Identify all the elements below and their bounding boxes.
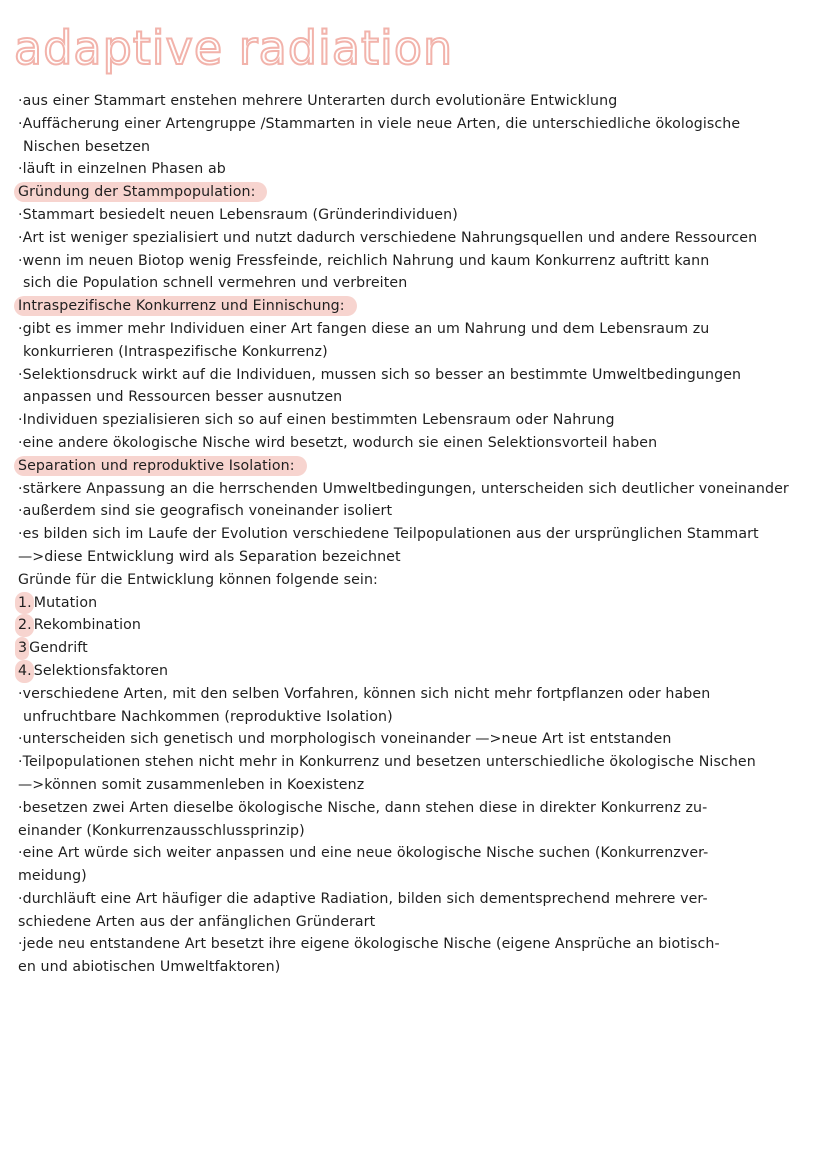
reason-text: Selektionsfaktoren [33, 662, 169, 679]
section3-after-line: einander (Konkurrenzausschlussprinzip) [18, 822, 305, 839]
reason-number: 1. [15, 592, 34, 615]
section3-line: ·stärkere Anpassung an die herrschenden Umweltbedingungen, unterscheiden sich deutlicher voneinander [18, 480, 789, 497]
section3-after-line: ·verschiedene Arten, mit den selben Vorfahren, können sich nicht mehr fortpflanzen oder haben [18, 685, 711, 702]
section3-after-line: schiedene Arten aus der anfänglichen Gründerart [18, 913, 376, 930]
section3-after-line: ·unterscheiden sich genetisch und morphologisch voneinander —>neue Art ist entstanden [18, 731, 672, 748]
section3-after-line: unfruchtbare Nachkommen (reproduktive Isolation) [23, 708, 393, 725]
reason-number: 2. [15, 614, 34, 637]
section3-line: —>diese Entwicklung wird als Separation bezeichnet [18, 548, 401, 565]
section-heading-separation: Separation und reproduktive Isolation: [14, 456, 307, 476]
reason-item [18, 660, 818, 683]
section1-line: ·Stammart besiedelt neuen Lebensraum (Gründerindividuen) [18, 206, 458, 223]
section3-line: ·es bilden sich im Laufe der Evolution verschiedene Teilpopulationen aus der ursprünglichen Stammart [18, 526, 759, 543]
section2-line: ·eine andere ökologische Nische wird besetzt, wodurch sie einen Selektionsvorteil haben [18, 434, 658, 451]
section3-after-line: ·durchläuft eine Art häufiger die adaptive Radiation, bilden sich dementsprechend mehrere ver- [18, 890, 708, 907]
section2-line: konkurrieren (Intraspezifische Konkurrenz) [23, 343, 328, 360]
section3-after-line: ·Teilpopulationen stehen nicht mehr in Konkurrenz und besetzen unterschiedliche ökologische Nischen [18, 754, 756, 771]
section3-after-line: —>können somit zusammenleben in Koexistenz [18, 776, 365, 793]
page-title: adaptive radiation [14, 21, 454, 75]
notes-body [18, 90, 818, 979]
intro-line: ·läuft in einzelnen Phasen ab [18, 161, 226, 178]
reason-number: 3 [15, 637, 29, 660]
section1-line: ·wenn im neuen Biotop wenig Fressfeinde, reichlich Nahrung und kaum Konkurrenz auftritt kann [18, 252, 710, 269]
section1-line: ·Art ist weniger spezialisiert und nutzt dadurch verschiedene Nahrungsquellen und andere Ressourcen [18, 229, 758, 246]
section3-line: Gründe für die Entwicklung können folgende sein: [18, 571, 378, 588]
intro-line: ·aus einer Stammart enstehen mehrere Unterarten durch evolutionäre Entwicklung [18, 93, 618, 109]
intro-line: ·Auffächerung einer Artengruppe /Stammarten in viele neue Arten, die unterschiedliche ökologische [18, 115, 741, 132]
reason-text: Mutation [33, 594, 98, 611]
section2-line: ·gibt es immer mehr Individuen einer Art fangen diese an um Nahrung und dem Lebensraum zu [18, 320, 710, 337]
reason-item [18, 614, 818, 637]
reason-text: Gendrift [29, 640, 88, 657]
section3-after-line: en und abiotischen Umweltfaktoren) [18, 959, 281, 976]
section-heading-competition: Intraspezifische Konkurrenz und Einnischung: [14, 296, 357, 316]
section3-after-line: ·besetzen zwei Arten dieselbe ökologische Nische, dann stehen diese in direkter Konkurrenz zu- [18, 799, 708, 816]
intro-line: Nischen besetzen [23, 138, 151, 155]
section3-after-line: meidung) [18, 868, 87, 885]
reason-item [18, 637, 818, 660]
section1-line: sich die Population schnell vermehren und verbreiten [23, 275, 408, 292]
section2-line: ·Individuen spezialisieren sich so auf einen bestimmten Lebensraum oder Nahrung [18, 412, 615, 429]
reason-text: Rekombination [33, 617, 142, 634]
section2-line: ·Selektionsdruck wirkt auf die Individuen, mussen sich so besser an bestimmte Umweltbedingungen [18, 366, 742, 383]
section3-line: ·außerdem sind sie geografisch voneinander isoliert [18, 503, 393, 520]
section-heading-founding: Gründung der Stammpopulation: [14, 182, 267, 202]
section3-after-line: ·jede neu entstandene Art besetzt ihre eigene ökologische Nische (eigene Ansprüche an biotisch- [18, 936, 720, 953]
reason-item [18, 592, 818, 615]
section2-line: anpassen und Ressourcen besser ausnutzen [23, 389, 343, 406]
reason-number: 4. [15, 660, 34, 683]
section3-after-line: ·eine Art würde sich weiter anpassen und eine neue ökologische Nische suchen (Konkurrenzver- [18, 845, 709, 862]
